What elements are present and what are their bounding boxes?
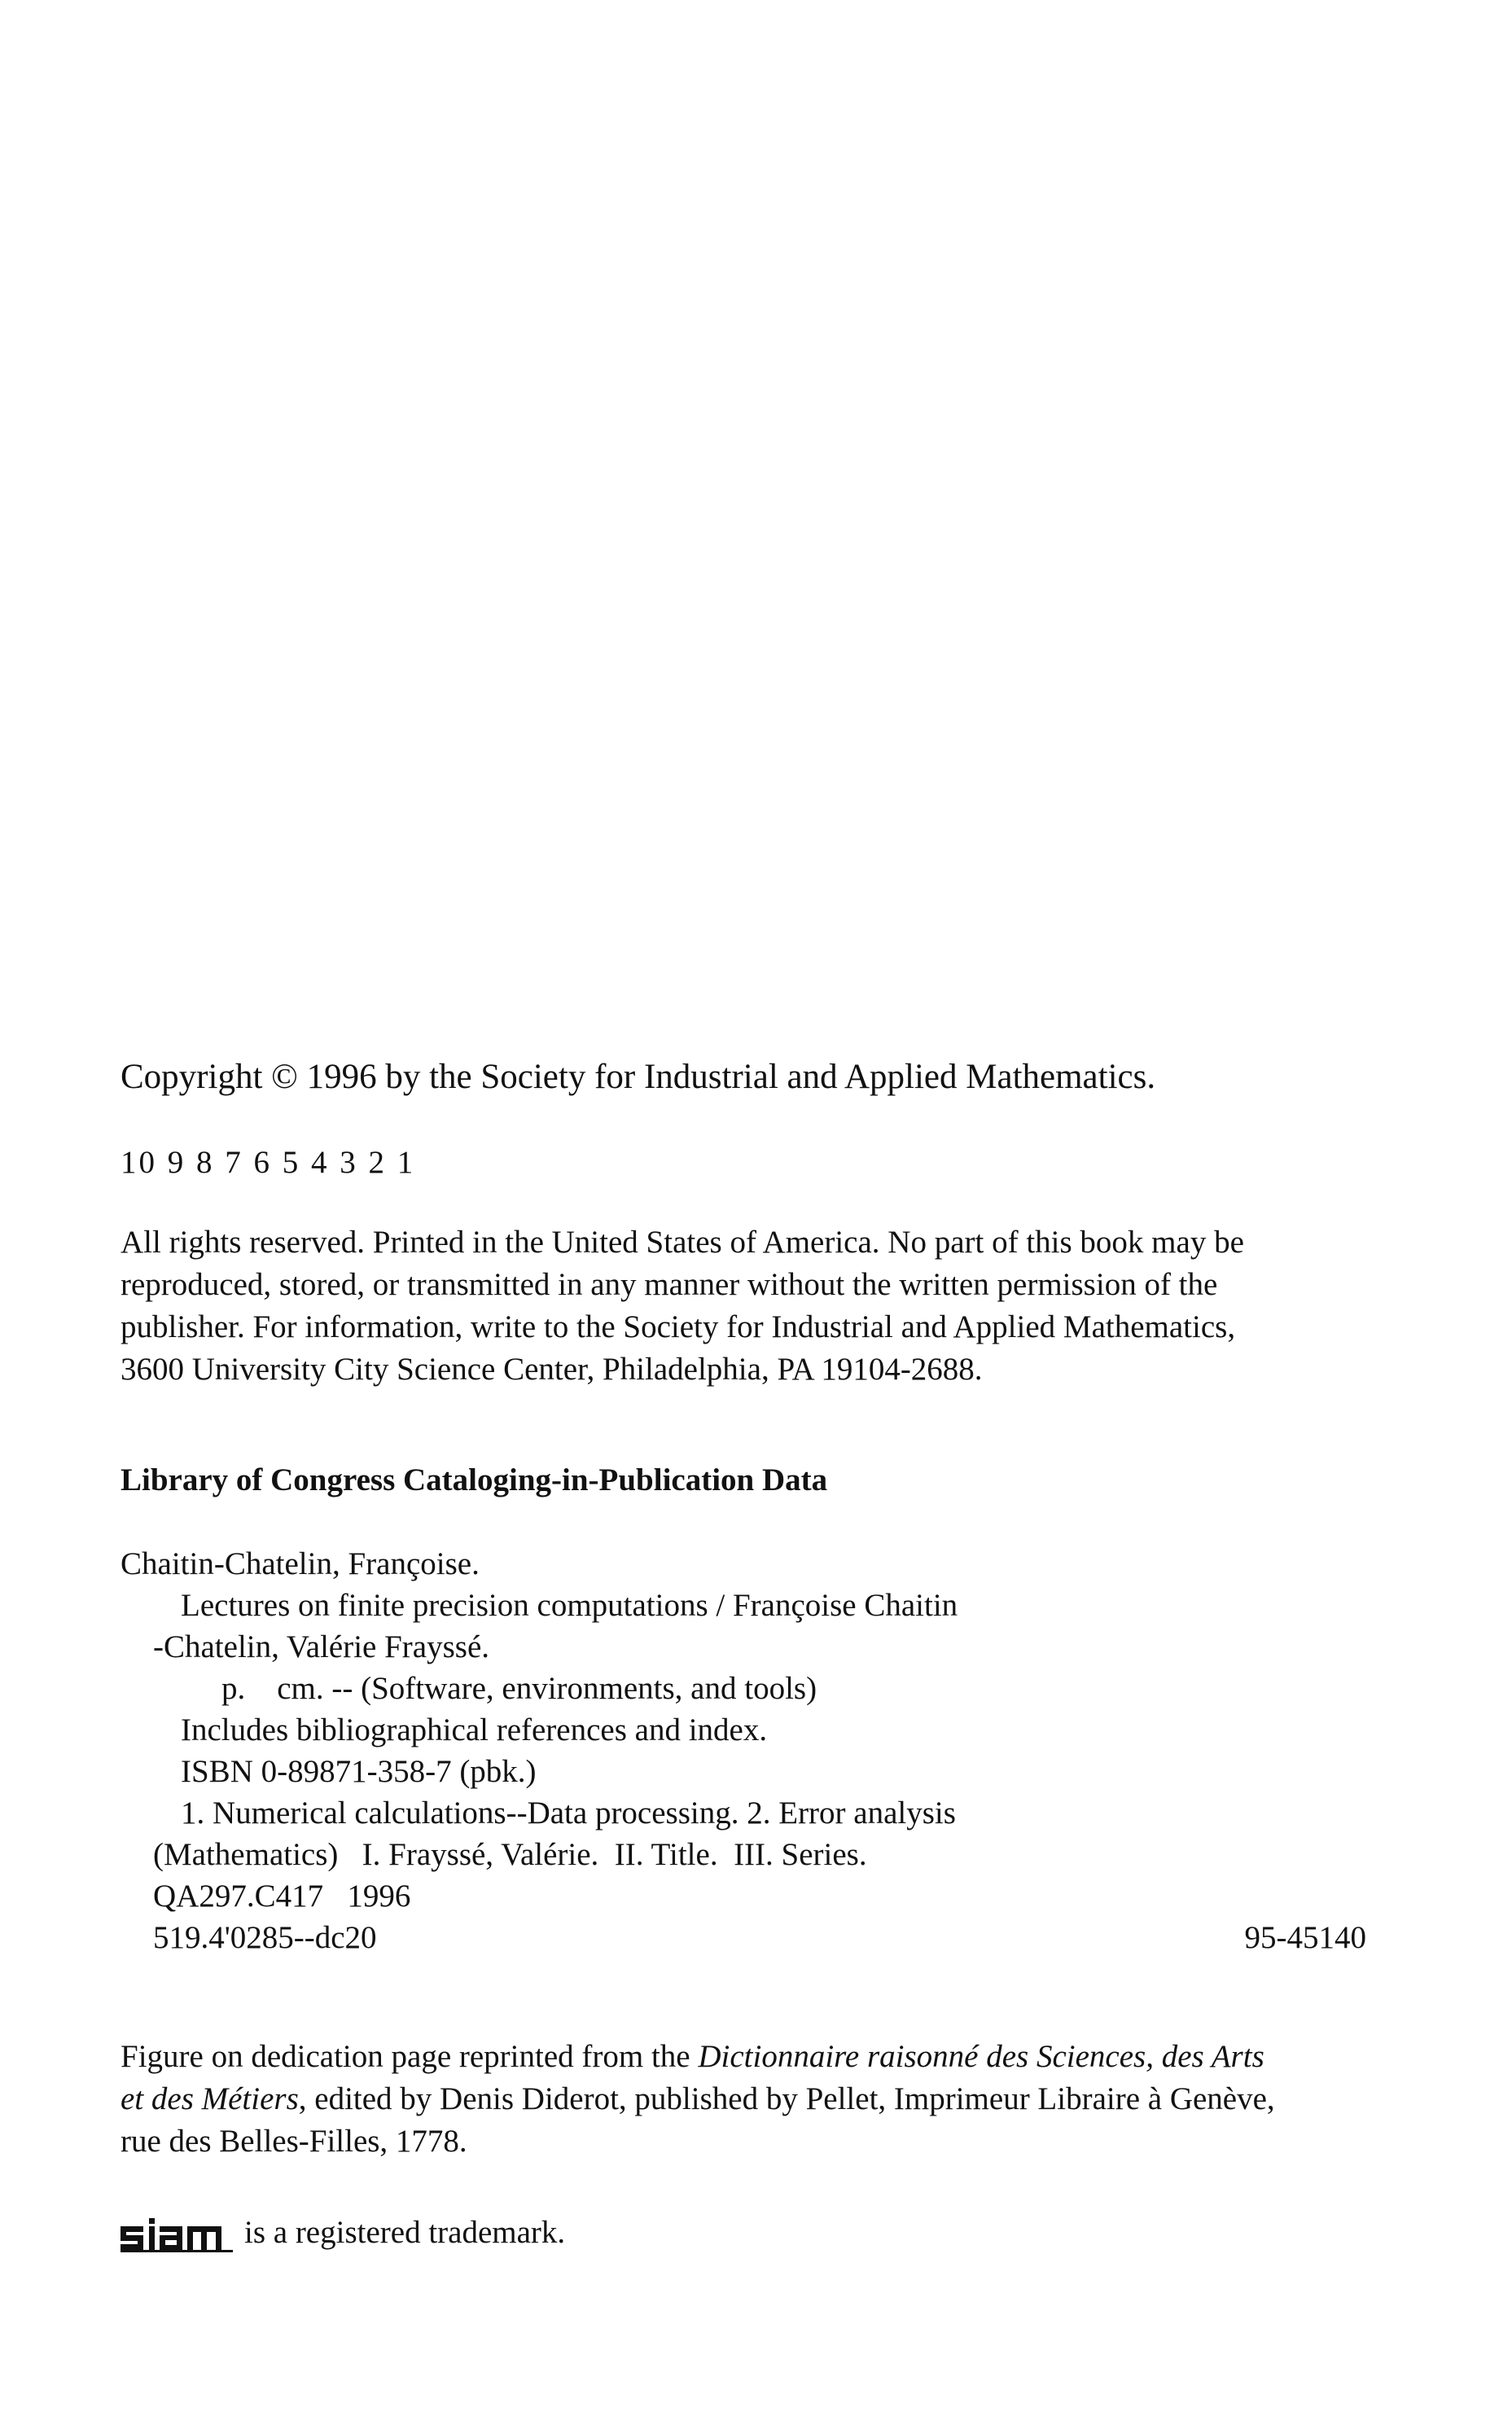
- cip-isbn: ISBN 0-89871-358-7 (pbk.): [181, 1754, 537, 1789]
- rights-line: publisher. For information, write to the Society for Industrial and Applied Mathematics,: [121, 1309, 1236, 1344]
- copyright-notice: Copyright © 1996 by the Society for Industrial and Applied Mathematics.: [121, 1058, 1156, 1096]
- figure-credit-line-2: [121, 2078, 1275, 2120]
- cip-dewey: 519.4'0285--dc20: [153, 1920, 377, 1955]
- siam-logo-icon: [121, 2215, 234, 2252]
- cip-author: Chaitin-Chatelin, Françoise.: [121, 1546, 480, 1581]
- cip-title-line-2: -Chatelin, Valérie Frayssé.: [153, 1629, 490, 1664]
- cip-record: [121, 1543, 1366, 1958]
- figure-credit-line-1: [121, 2036, 1275, 2078]
- figure-credit-prefix: Figure on dedication page reprinted from the: [121, 2039, 699, 2074]
- cip-title-line-1: Lectures on finite precision computations / Françoise Chaitin: [181, 1588, 958, 1623]
- trademark-text: is a registered trademark.: [244, 2215, 566, 2250]
- figure-credit-source-title: Dictionnaire raisonné des Sciences, des Arts: [698, 2039, 1264, 2074]
- cip-dewey-row: [121, 1917, 1366, 1958]
- rights-line: reproduced, stored, or transmitted in any manner without the written permission of the: [121, 1267, 1218, 1302]
- cip-subjects-line-2: (Mathematics) I. Frayssé, Valérie. II. Title. III. Series.: [153, 1837, 867, 1872]
- cip-lccn: 95-45140: [1244, 1920, 1366, 1955]
- trademark-notice: [121, 2213, 565, 2251]
- rights-paragraph: [121, 1221, 1244, 1391]
- cip-lc-class: QA297.C417 1996: [153, 1879, 411, 1914]
- cip-subjects-line-1: 1. Numerical calculations--Data processing. 2. Error analysis: [181, 1796, 956, 1831]
- printing-line: 10 9 8 7 6 5 4 3 2 1: [121, 1145, 416, 1180]
- figure-credit-line-3: rue des Belles-Filles, 1778.: [121, 2124, 467, 2159]
- rights-line: All rights reserved. Printed in the United States of America. No part of this book may be: [121, 1225, 1244, 1260]
- rights-line: 3600 University City Science Center, Philadelphia, PA 19104-2688.: [121, 1352, 983, 1387]
- figure-credit-source-title-cont: et des Métiers: [121, 2081, 299, 2116]
- cip-physical: p. cm. -- (Software, environments, and tools): [221, 1671, 817, 1706]
- cip-heading: Library of Congress Cataloging-in-Publication Data: [121, 1462, 828, 1497]
- figure-credit-details: , edited by Denis Diderot, published by Pellet, Imprimeur Libraire à Genève,: [298, 2081, 1275, 2116]
- figure-credit: [121, 2036, 1275, 2163]
- cip-notes: Includes bibliographical references and index.: [181, 1712, 768, 1747]
